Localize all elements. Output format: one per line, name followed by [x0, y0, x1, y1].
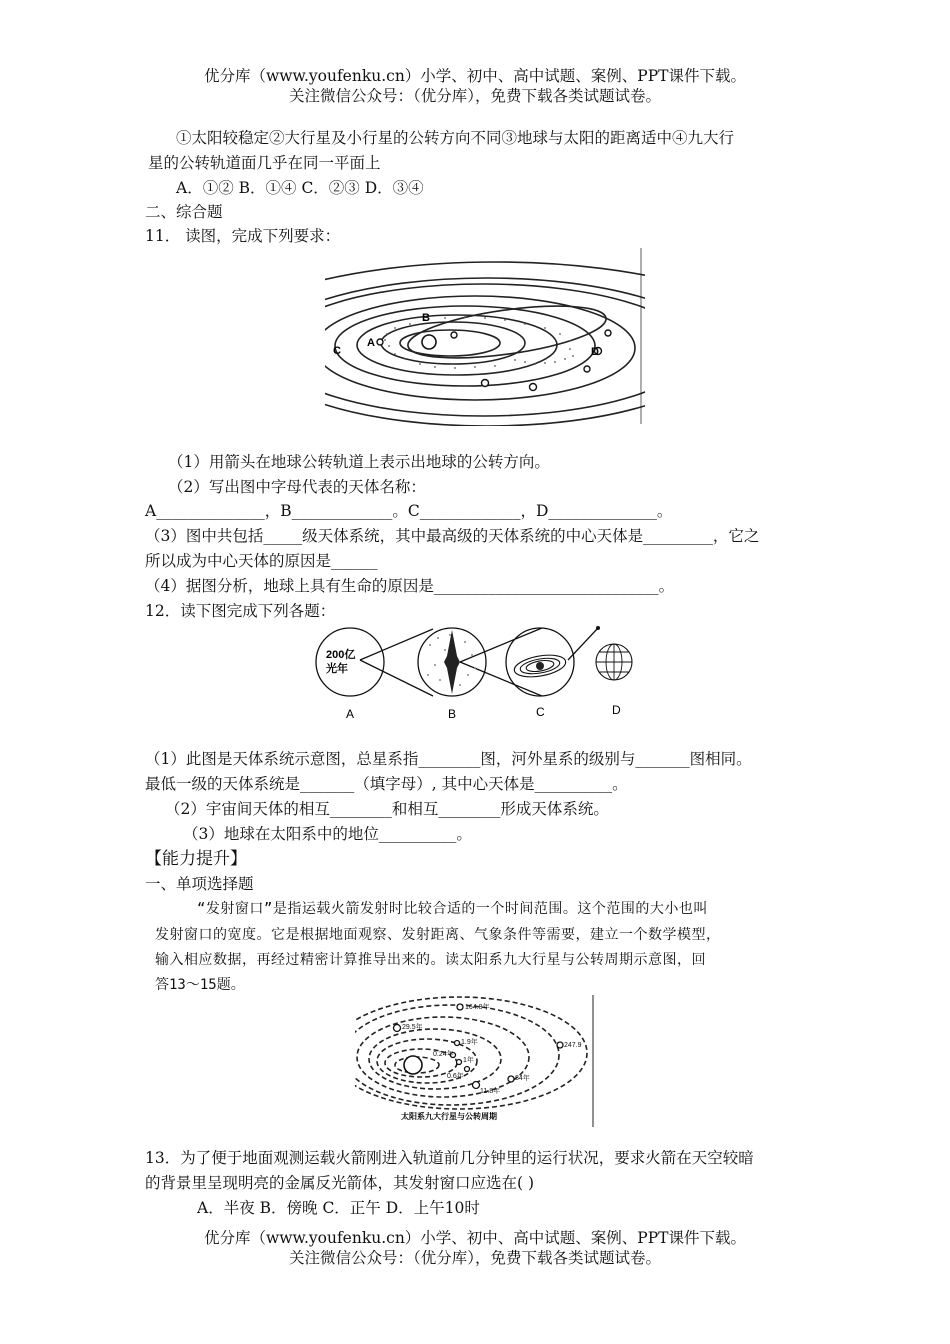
q12-title: 12．读下图完成下列各题： — [145, 602, 336, 620]
ability-section: 一、单项选择题 — [145, 875, 254, 893]
period-venus: 0.6年 — [447, 1073, 464, 1080]
period-earth: 1年 — [463, 1057, 474, 1064]
section-2-title: 二、综合题 — [145, 203, 223, 221]
period-pluto: 247.9 — [564, 1042, 582, 1049]
label-C: C — [333, 345, 341, 357]
q11-sub-3-line-1: （3）图中共包括_____级天体系统，其中最高级的天体系统的中心天体是_________，它之 — [145, 527, 760, 545]
q13-stem-line-2: 的背景里呈现明亮的金属反光箭体，其发射窗口应选在( ) — [145, 1174, 535, 1192]
q10-stem-line-1: ①太阳较稳定②大行星及小行星的公转方向不同③地球与太阳的距离适中④九大行 — [176, 129, 735, 147]
q13-stem-line-1: 13．为了便于地面观测运载火箭刚进入轨道前几分钟里的运行状况，要求火箭在天空较暗 — [145, 1149, 754, 1167]
celestial-system-levels-figure — [310, 620, 650, 725]
fig-label-B: B — [448, 707, 457, 721]
figure-caption: 太阳系九大行星与公转周期 — [401, 1112, 497, 1121]
circle-A-text-1: 200亿 — [326, 649, 356, 661]
label-A: A — [367, 337, 375, 349]
q11-sub-3-line-2: 所以成为中心天体的原因是______ — [145, 552, 378, 570]
header-line-1: 优分库（www.youfenku.cn）小学、初中、高中试题、案例、PPT课件下载。 — [203, 67, 747, 85]
footer-line-1: 优分库（www.youfenku.cn）小学、初中、高中试题、案例、PPT课件下载。 — [203, 1229, 747, 1247]
fig-label-A: A — [346, 707, 355, 721]
header-line-2: 关注微信公众号：（优分库），免费下载各类试题试卷。 — [288, 87, 661, 105]
period-jupiter: 11.8年 — [480, 1088, 501, 1095]
q11-sub-4: （4）据图分析，地球上具有生命的原因是_____________________________。 — [145, 577, 675, 595]
q11-sub-2: （2）写出图中字母代表的天体名称： — [168, 478, 426, 496]
label-D: D — [591, 346, 599, 358]
passage-line-4: 答13～15题。 — [155, 977, 245, 993]
passage-line-2: 发射窗口的宽度。它是根据地面观察、发射距离、气象条件等需要，建立一个数学模型， — [155, 927, 721, 943]
sun-icon — [404, 1056, 422, 1074]
circle-A-text-2: 光年 — [326, 663, 348, 675]
period-mars: 1.9年 — [461, 1039, 478, 1046]
period-saturn: 29.5年 — [402, 1024, 423, 1031]
footer-line-2: 关注微信公众号：（优分库），免费下载各类试题试卷。 — [288, 1249, 661, 1267]
period-mercury: 0.24年 — [433, 1051, 454, 1058]
q11-sub-2-answers: A______________，B_____________。C_____________，D______________。 — [145, 502, 673, 520]
q12-sub-3: （3）地球在太阳系中的地位__________。 — [183, 825, 472, 843]
period-uranus: 84年 — [515, 1075, 530, 1082]
q12-sub-1-line-1: （1）此图是天体系统示意图，总星系指________图，河外星系的级别与_______图相同。 — [145, 750, 752, 768]
solar-system-orbit-figure — [325, 246, 645, 426]
q11-title: 11． 读图，完成下列要求： — [145, 227, 341, 245]
ability-title: 【能力提升】 — [145, 849, 247, 869]
q13-options: A．半夜 B．傍晚 C．正午 D．上午10时 — [197, 1199, 480, 1217]
fig-label-C: C — [536, 705, 545, 719]
period-pluto-like: 164.8年 — [465, 1004, 490, 1011]
q10-stem-line-2: 星的公转轨道面几乎在同一平面上 — [148, 154, 381, 172]
fig-label-D: D — [612, 703, 621, 717]
q11-sub-1: （1）用箭头在地球公转轨道上表示出地球的公转方向。 — [168, 453, 550, 471]
planet-period-figure — [355, 995, 600, 1130]
q12-sub-2: （2）宇宙间天体的相互________和相互________形成天体系统。 — [165, 800, 609, 818]
q12-sub-1-line-2: 最低一级的天体系统是_______（填字母）, 其中心天体是__________。 — [145, 775, 628, 793]
sun-icon — [422, 335, 436, 349]
passage-line-3: 输入相应数据，再经过精密计算推导出来的。读太阳系九大行星与公转周期示意图，回 — [155, 952, 706, 968]
q10-options: A．①② B．①④ C．②③ D．③④ — [176, 179, 424, 197]
label-B: B — [422, 312, 430, 324]
passage-line-1: “发射窗口”是指运载火箭发射时比较合适的一个时间范围。这个范围的大小也叫 — [197, 901, 708, 917]
